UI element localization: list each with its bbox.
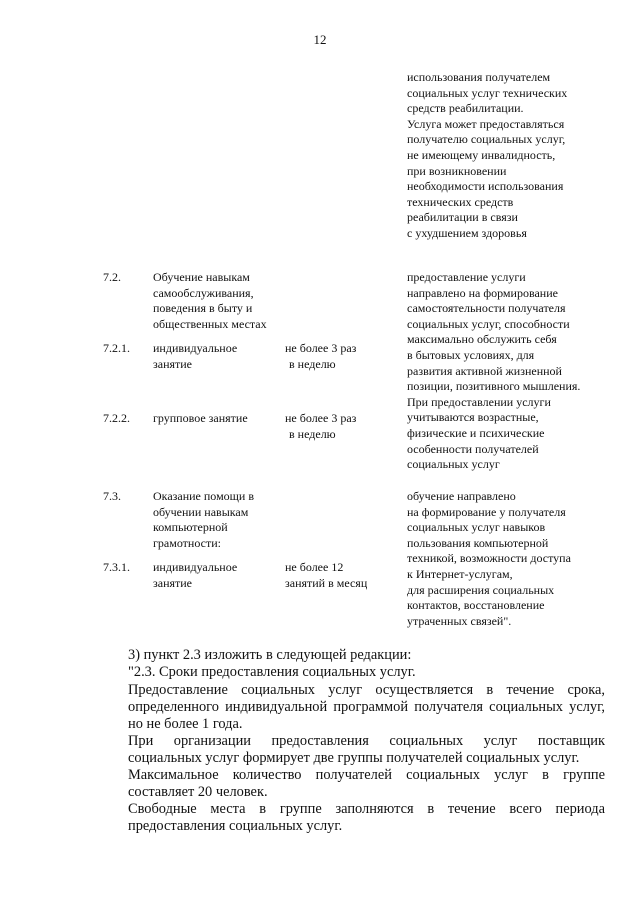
- page-number: 12: [313, 32, 327, 47]
- paragraph-section-heading: "2.3. Сроки предоставления социальных услуг.: [128, 664, 416, 680]
- row-number-7-3: 7.3.: [103, 489, 121, 503]
- service-name-7-2-2: групповое занятие: [153, 411, 248, 425]
- paragraph-vacancies: Свободные места в группе заполняются в течение всего периода предоставления социальных услуг.: [128, 801, 605, 834]
- service-description-7-3: обучение направлено на формирование у получателя социальных услуг навыков пользования компьютерной техникой, возможности доступа к Интернет-услугам, для расширения социальных контактов, восстановление утраченных связей".: [407, 489, 571, 628]
- row-number-7-3-1: 7.3.1.: [103, 560, 130, 574]
- paragraph-max-recipients: Максимальное количество получателей социальных услуг в группе составляет 20 человек.: [128, 767, 605, 800]
- service-name-7-3-1: индивидуальное занятие: [153, 560, 238, 590]
- service-name-7-2: Обучение навыкам самообслуживания, поведения в быту и общественных местах: [153, 270, 267, 331]
- row-number-7-2: 7.2.: [103, 270, 121, 284]
- service-name-7-2-1: индивидуальное занятие: [153, 341, 238, 371]
- row-number-7-2-2: 7.2.2.: [103, 411, 130, 425]
- paragraph-amendment-point: 3) пункт 2.3 изложить в следующей редакции:: [128, 647, 412, 663]
- service-frequency-7-2-1: не более 3 раз в неделю: [285, 341, 357, 371]
- service-name-7-3: Оказание помощи в обучении навыкам компьютерной грамотности:: [153, 489, 254, 550]
- service-frequency-7-3-1: не более 12 занятий в месяц: [285, 560, 368, 590]
- service-frequency-7-2-2: не более 3 раз в неделю: [285, 411, 357, 441]
- paragraph-service-term: Предоставление социальных услуг осуществляется в течение срока, определенного индивидуальной программой получателя социальных услуг, но не более 1 года.: [128, 682, 605, 732]
- paragraph-groups: При организации предоставления социальных услуг поставщик социальных услуг формирует две группы получателей социальных услуг.: [128, 733, 605, 766]
- row-number-7-2-1: 7.2.1.: [103, 341, 130, 355]
- service-description-7-2: предоставление услуги направлено на формирование самостоятельности получателя социальных услуг, способности максимально обслужить себя в бытовых условиях, для развития активной жизненной позиции, позитивного мышления. При предоставлении услуги учитываются возрастные, физические и психические особенности получателей социальных услуг: [407, 270, 581, 472]
- service-description-continuation: использования получателем социальных услуг технических средств реабилитации. Услуга может предоставляться получателю социальных услуг, не имеющему инвалидность, при возникновении необходимости использования технических средств реабилитации в связи с ухудшением здоровья: [407, 70, 568, 240]
